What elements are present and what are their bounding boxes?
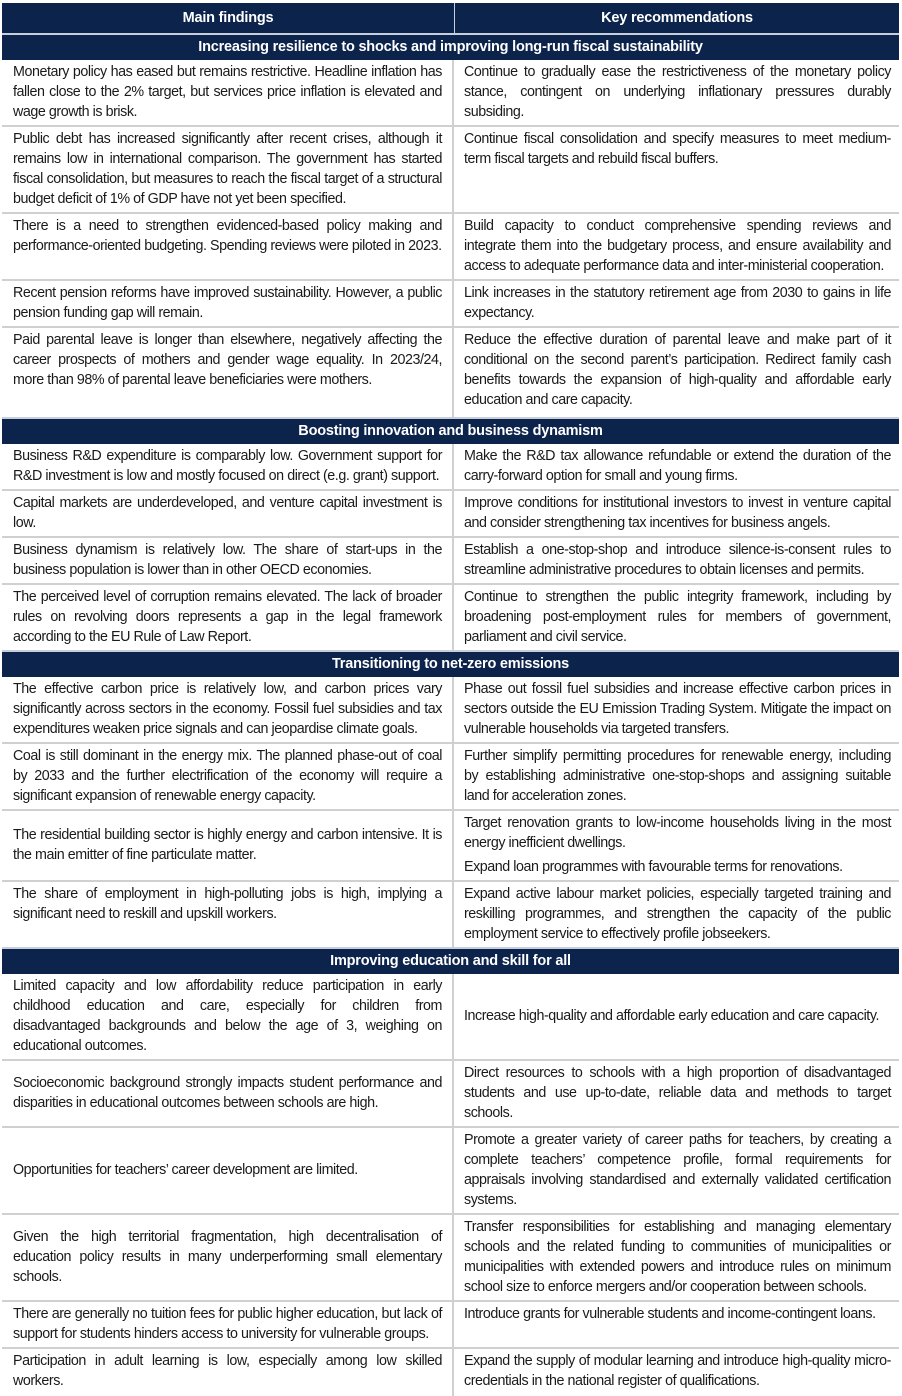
recommendation-cell [454,328,899,417]
recommendation-cell [454,974,899,1059]
section-header: Improving education and skill for all [2,947,899,974]
finding-cell [2,328,454,417]
table-row [2,585,899,650]
finding-text: There is a need to strengthen evidenced-based policy making and performance-oriented budgeting. Spending reviews were piloted in 2023. [13,218,442,254]
recommendation-text: Promote a greater variety of career paths for teachers, by creating a complete teachers’ competence profile, formal requirements for appraisals involving standardised and externally validated certification systems. [464,1132,891,1208]
finding-text: Paid parental leave is longer than elsewhere, negatively affecting the career prospects of mothers and gender wage equality. In 2023/24, more than 98% of parental leave beneficiaries were mothers. [13,332,442,388]
recommendation-text: Expand active labour market policies, especially targeted training and reskilling programmes, and strengthen the capacity of the public employment service to effectively profile jobseekers. [464,886,891,942]
table-row [2,328,899,417]
recommendation-cell [454,491,899,536]
recommendation-cell [454,214,899,279]
table-row [2,60,899,127]
finding-text: Participation in adult learning is low, especially among low skilled workers. [13,1353,442,1389]
finding-cell [2,60,454,125]
recommendation-text: Expand loan programmes with favourable terms for renovations. [464,859,843,875]
table-row [2,127,899,214]
finding-text: Business dynamism is relatively low. The share of start-ups in the business population is lower than in other OECD economies. [13,542,442,578]
finding-cell [2,538,454,583]
table-row [2,1349,899,1396]
recommendation-cell [454,677,899,742]
recommendation-text: Expand the supply of modular learning and introduce high-quality micro-credentials in the national register of qualifications. [464,1353,891,1389]
recommendation-cell [454,744,899,809]
recommendation-text: Introduce grants for vulnerable students and income-contingent loans. [464,1306,876,1322]
table-row [2,1302,899,1349]
recommendation-cell [454,444,899,489]
finding-cell [2,214,454,279]
recommendation-text: Improve conditions for institutional investors to invest in venture capital and consider strengthening tax incentives for business angels. [464,495,891,531]
recommendation-text: Link increases in the statutory retirement age from 2030 to gains in life expectancy. [464,285,891,321]
section-header: Transitioning to net-zero emissions [2,650,899,677]
finding-cell [2,491,454,536]
recommendation-text: Phase out fossil fuel subsidies and increase effective carbon prices in sectors outside the EU Emission Trading System. Mitigate the impact on vulnerable households via targeted transfers. [464,681,891,737]
finding-cell [2,974,454,1059]
recommendation-cell [454,1215,899,1300]
finding-text: Capital markets are underdeveloped, and venture capital investment is low. [13,495,442,531]
recommendation-cell [454,585,899,650]
finding-text: Limited capacity and low affordability reduce participation in early childhood education and care, especially for children from disadvantaged backgrounds and below the age of 3, weighing on educational outcomes. [13,978,442,1054]
recommendation-text: Establish a one-stop-shop and introduce silence-is-consent rules to streamline administrative procedures to obtain licenses and permits. [464,542,891,578]
recommendation-text: Make the R&D tax allowance refundable or extend the duration of the carry-forward option for small and young firms. [464,448,891,484]
finding-text: The perceived level of corruption remains elevated. The lack of broader rules on revolving doors represents a gap in the legal framework according to the EU Rule of Law Report. [13,589,442,645]
finding-text: Recent pension reforms have improved sustainability. However, a public pension funding gap will remain. [13,285,442,321]
table-row [2,744,899,811]
table-row [2,974,899,1061]
recommendation-cell [454,1349,899,1396]
findings-recommendations-table [2,3,899,1396]
table-row [2,281,899,328]
recommendation-text: Continue fiscal consolidation and specify measures to meet medium-term fiscal targets and rebuild fiscal buffers. [464,131,891,167]
finding-cell [2,1302,454,1347]
table-row [2,811,899,882]
finding-cell [2,1061,454,1126]
table-row [2,444,899,491]
recommendation-cell [454,1128,899,1213]
recommendation-text: Transfer responsibilities for establishing and managing elementary schools and the related funding to communities of municipalities or municipalities with extended powers and introduce rules on minimum school size to enforce mergers and/or cooperation between schools. [464,1219,891,1295]
recommendation-text: Increase high-quality and affordable early education and care capacity. [464,1008,879,1024]
finding-cell [2,444,454,489]
table-row [2,677,899,744]
finding-cell [2,127,454,212]
table-row [2,491,899,538]
column-header-main-findings: Main findings [2,3,455,33]
recommendation-cell [454,127,899,212]
recommendation-text: Direct resources to schools with a high proportion of disadvantaged students and use up-to-date, reliable data and methods to target schools. [464,1065,891,1121]
table-body [2,33,899,1396]
table-row [2,1215,899,1302]
finding-cell [2,281,454,326]
finding-cell [2,882,454,947]
table-row [2,1128,899,1215]
finding-text: Business R&D expenditure is comparably low. Government support for R&D investment is low and mostly focused on direct (e.g. grant) support. [13,448,442,484]
finding-text: Public debt has increased significantly after recent crises, although it remains low in international comparison. The government has started fiscal consolidation, but measures to reach the fiscal target of a structural budget deficit of 1% of GDP have not yet been specified. [13,131,442,207]
column-header-key-recommendations: Key recommendations [601,10,753,26]
finding-text: Monetary policy has eased but remains restrictive. Headline inflation has fallen close to the 2% target, but services price inflation is elevated and wage growth is brisk. [13,64,442,120]
finding-cell [2,744,454,809]
recommendation-text: Continue to strengthen the public integrity framework, including by broadening post-employment rules for members of government, parliament and civil service. [464,589,891,645]
section-header: Increasing resilience to shocks and improving long-run fiscal sustainability [2,33,899,60]
recommendation-cell [454,60,899,125]
section-header: Boosting innovation and business dynamism [2,417,899,444]
recommendation-cell [454,1061,899,1126]
finding-text: The effective carbon price is relatively low, and carbon prices vary significantly across sectors in the economy. Fossil fuel subsidies and tax expenditures weaken price signals and can jeopardise climate goals. [13,681,442,737]
recommendation-cell [454,1302,899,1347]
finding-text: Given the high territorial fragmentation, high decentralisation of education policy results in many underperforming small elementary schools. [13,1229,442,1285]
recommendation-cell [454,538,899,583]
recommendation-cell [454,882,899,947]
table-row [2,882,899,947]
recommendation-text: Build capacity to conduct comprehensive spending reviews and integrate them into the budgetary process, and ensure availability and access to adequate performance data and inter-ministerial cooperation. [464,218,891,274]
recommendation-text: Reduce the effective duration of parental leave and make part of it conditional on the second parent’s participation. Redirect family cash benefits towards the expansion of high-quality and affordable early education and care capacity. [464,332,891,408]
finding-cell [2,1349,454,1396]
recommendation-cell [454,281,899,326]
recommendation-cell [454,811,899,880]
table-header [2,3,899,33]
finding-text: There are generally no tuition fees for public higher education, but lack of support for students hinders access to university for vulnerable groups. [13,1306,442,1342]
finding-text: Coal is still dominant in the energy mix. The planned phase-out of coal by 2033 and the further electrification of the economy will require a significant expansion of renewable energy capacity. [13,748,442,804]
recommendation-text: Target renovation grants to low-income households living in the most energy inefficient dwellings. [464,815,891,851]
recommendation-text: Continue to gradually ease the restrictiveness of the monetary policy stance, contingent on underlying inflationary pressures durably subsiding. [464,64,891,120]
finding-text: The residential building sector is highly energy and carbon intensive. It is the main emitter of fine particulate matter. [13,827,442,863]
finding-text: Opportunities for teachers’ career development are limited. [13,1162,358,1178]
finding-cell [2,677,454,742]
finding-cell [2,585,454,650]
finding-cell [2,811,454,880]
finding-cell [2,1215,454,1300]
table-row [2,1061,899,1128]
finding-text: The share of employment in high-polluting jobs is high, implying a significant need to reskill and upskill workers. [13,886,442,922]
recommendation-text: Further simplify permitting procedures for renewable energy, including by establishing administrative one-stop-shops and assigning suitable land for acceleration zones. [464,748,891,804]
table-row [2,538,899,585]
table-row [2,214,899,281]
finding-cell [2,1128,454,1213]
finding-text: Socioeconomic background strongly impacts student performance and disparities in educational outcomes between schools are high. [13,1075,442,1111]
